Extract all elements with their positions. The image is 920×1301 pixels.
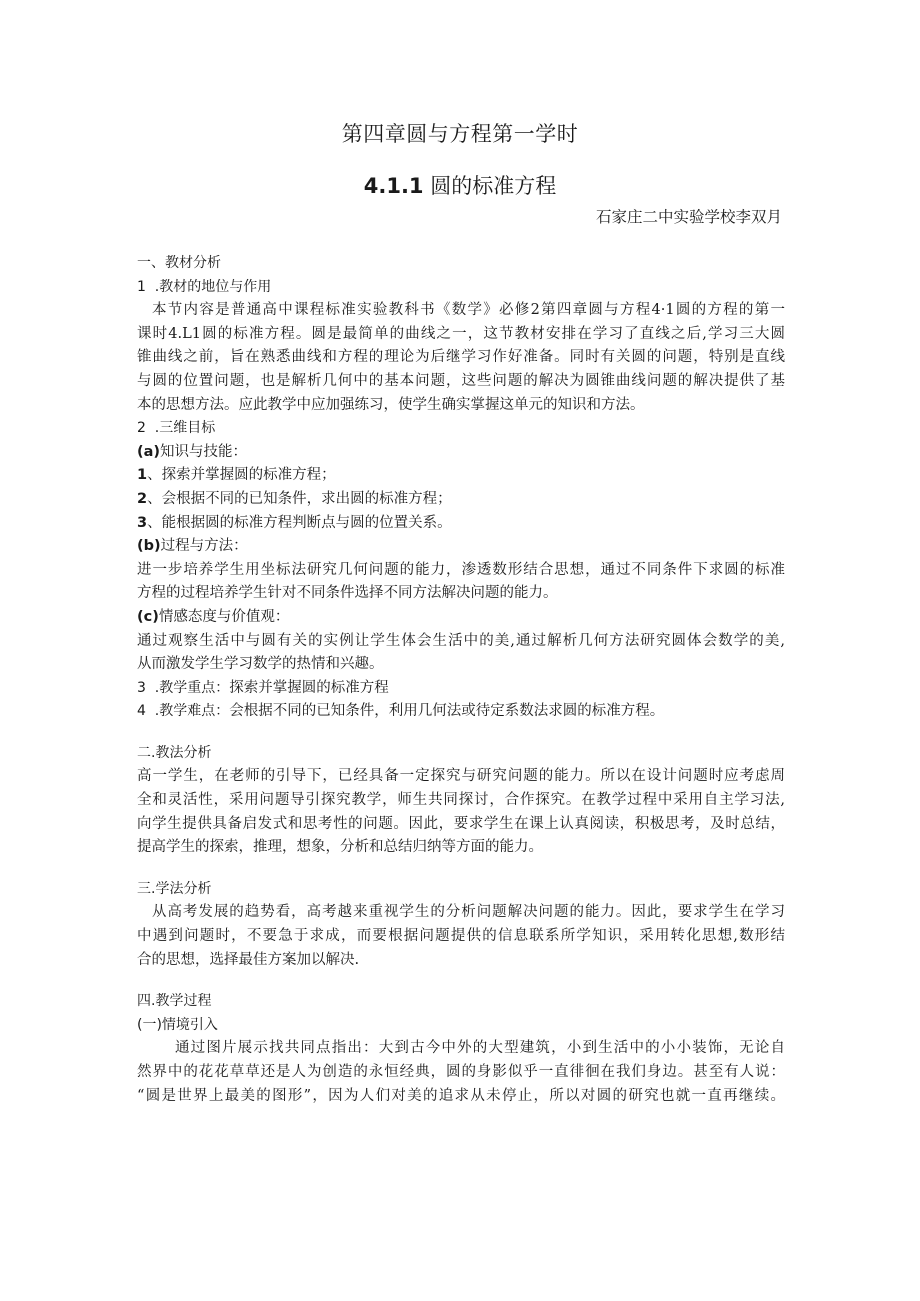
paragraph-line: 向学生提供具备启发式和思考性的问题。因此，要求学生在课上认真阅读，积极思考，及时总结， <box>137 815 785 832</box>
paragraph-line: 从而激发学生学习数学的热情和兴趣。 <box>137 656 384 673</box>
goal-a-label: (a) <box>137 443 161 460</box>
key-point <box>137 677 785 701</box>
page-subtitle <box>0 170 920 200</box>
paragraph-line: 通过图片展示找共同点指出：大到古今中外的大型建筑，小到生活中的小小装饰，无论自 <box>175 1040 785 1057</box>
goal-b <box>137 535 785 559</box>
paragraph-line: 进一步培养学生用坐标法研究几何问题的能力，渗透数形结合思想，通过不同条件下求圆的标准 <box>137 561 785 578</box>
list-item-text: 、探索并掌握圆的标准方程； <box>147 467 336 484</box>
list-item-number: 3 <box>137 514 148 531</box>
section-heading-4: 四.教学过程 <box>137 993 212 1010</box>
subheading-goals: 2 .三维目标 <box>137 420 216 437</box>
difficult-point-text: 会根据不同的已知条件，利用几何法或待定系数法求圆的标准方程。 <box>229 703 665 720</box>
difficult-point <box>137 700 785 724</box>
subtitle-number: 4.1.1 <box>363 174 424 198</box>
key-point-text: 探索并掌握圆的标准方程 <box>229 679 389 696</box>
goal-a <box>137 441 785 465</box>
section-heading-1: 一、教材分析 <box>137 255 221 271</box>
paragraph-line: 中遇到问题时，不要急于求成，而要根据问题提供的信息联系所学知识，采用转化思想,数形结 <box>137 928 785 945</box>
list-item-text: 、能根据圆的标准方程判断点与圆的位置关系。 <box>147 514 452 531</box>
paragraph-line: 方程的过程培养学生针对不同条件选择不同方法解决问题的能力。 <box>137 585 558 602</box>
list-item-number: 1 <box>137 467 148 484</box>
paragraph-line: 全和灵活性，采用问题导引探究教学，师生共同探讨，合作探究。在教学过程中采用自主学习法, <box>137 792 785 809</box>
list-item <box>137 488 785 512</box>
list-item <box>137 464 785 488</box>
paragraph-line: 课时4.L1圆的标准方程。圆是最简单的曲线之一，这节教材安排在学习了直线之后,学习三大圆 <box>137 325 785 342</box>
paragraph-line: 高一学生，在老师的引导下，已经具备一定探究与研究问题的能力。所以在设计问题时应考虑周 <box>137 768 785 785</box>
paragraph-line: 本的思想方法。应此教学中应加强练习，使学生确实掌握这单元的知识和方法。 <box>137 396 645 413</box>
page-title: 第四章圆与方程第一学时 <box>341 122 579 146</box>
list-item-number: 2 <box>137 490 148 507</box>
goal-b-label: (b) <box>137 538 161 555</box>
author-line: 石家庄二中实验学校李双月 <box>595 208 782 226</box>
goal-c-text: 情感态度与价值观： <box>158 608 290 625</box>
paragraph-line: 然界中的花花草草还是人为创造的永恒经典，圆的身影似乎一直徘徊在我们身边。甚至有人说： <box>137 1064 785 1080</box>
subheading-position-role: 1 .教材的地位与作用 <box>137 278 272 295</box>
goal-b-text: 过程与方法： <box>160 538 248 555</box>
paragraph-line: 提高学生的探索，推理，想象，分析和总结归纳等方面的能力。 <box>137 839 543 856</box>
section-heading-2: 二.教法分析 <box>137 744 212 761</box>
paragraph-line: 锥曲线之前，旨在熟悉曲线和方程的理论为后继学习作好准备。同时有关圆的问题，特别是直线 <box>137 349 785 366</box>
paragraph-line: “圆是世界上最美的图形”，因为人们对美的追求从未停止，所以对圆的研究也就一直再继续。 <box>137 1087 785 1104</box>
paragraph-line: 与圆的位置问题，也是解析几何中的基本问题，这些问题的解决为圆锥曲线问题的解决提供了基 <box>137 372 785 389</box>
goal-a-text: 知识与技能： <box>160 443 248 460</box>
paragraph-line: 从高考发展的趋势看，高考越来重视学生的分析问题解决问题的能力。因此，要求学生在学习 <box>152 904 785 921</box>
paragraph-line: 合的思想，选择最佳方案加以解决. <box>137 951 360 968</box>
subtitle-text: 圆的标准方程 <box>430 174 557 198</box>
list-item <box>137 512 785 536</box>
goal-c-label: (c) <box>137 608 159 625</box>
paragraph-line: 本节内容是普通高中课程标准实验教科书《数学》必修2第四章圆与方程4·1圆的方程的第一 <box>152 302 785 319</box>
key-point-label: 3 .教学重点： <box>137 679 230 696</box>
goal-c <box>137 606 785 630</box>
difficult-point-label: 4 .教学难点： <box>137 703 230 720</box>
section-heading-3: 三.学法分析 <box>137 880 212 897</box>
subheading-scenario: (一)情境引入 <box>137 1016 218 1033</box>
list-item-text: 、会根据不同的已知条件，求出圆的标准方程； <box>147 490 452 507</box>
paragraph-line: 通过观察生活中与圆有关的实例让学生体会生活中的美,通过解析几何方法研究圆体会数学的美, <box>137 632 785 649</box>
document-body <box>137 252 785 1108</box>
